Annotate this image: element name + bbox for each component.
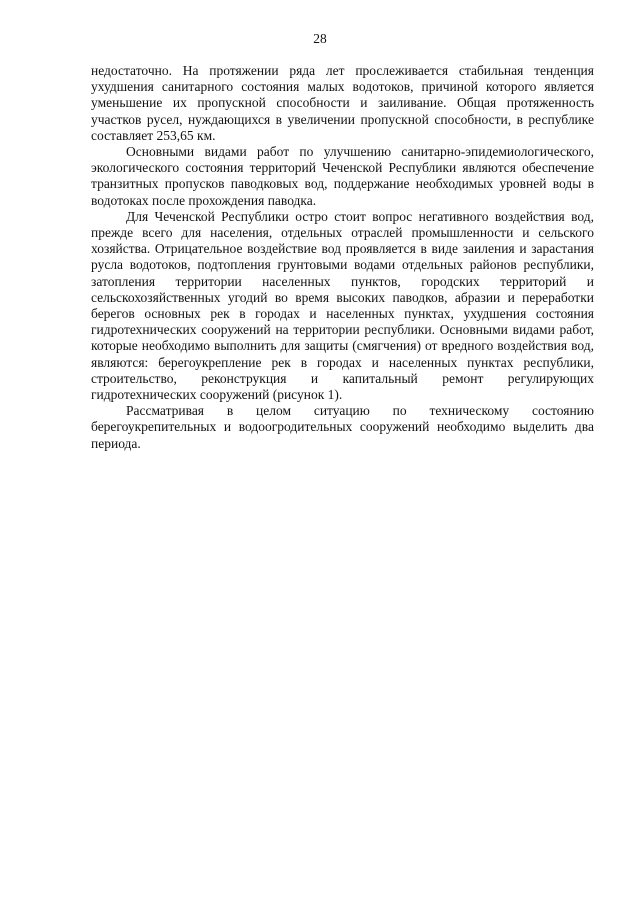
body-text [91,63,594,452]
paragraph-main-work-types: Основными видами работ по улучшению санитарно-эпидемиологического, экологического состояния территорий Чеченской Республики являются обеспечение транзитных пропусков паводковых вод, поддержание необходимых уровней воды в водотоках после прохождения паводка. [91,144,594,208]
paragraph-two-periods: Рассматривая в целом ситуацию по техническому состоянию берегоукрепительных и водоогродительных сооружений необходимо выделить два периода. [91,403,594,451]
page-number: 28 [313,31,327,46]
paragraph-negative-water-impact: Для Чеченской Республики остро стоит вопрос негативного воздействия вод, прежде всего для населения, отдельных отраслей промышленности и сельского хозяйства. Отрицательное воздействие вод проявляется в виде заиления и зарастания русла водотоков, подтопления грунтовыми водами отдельных районов республики, затопления территории населенных пунктов, городских территорий и сельскохозяйственных угодий во время высоких паводков, абразии и переработки берегов основных рек в городах и населенных пунктах, ухудшения состояния гидротехнических сооружений на территории республики. Основными видами работ, которые необходимо выполнить для защиты (смягчения) от вредного воздействия вод, являются: берегоукрепление рек в городах и населенных пунктах республики, строительство, реконструкция и капитальный ремонт регулирующих гидротехнических сооружений (рисунок 1). [91,208,594,403]
paragraph-continuation: недостаточно. На протяжении ряда лет прослеживается стабильная тенденция ухудшения санитарного состояния малых водотоков, причиной которого является уменьшение их пропускной способности и заиливание. Общая протяженность участков русел, нуждающихся в увеличении пропускной способности, в республике составляет 253,65 км. [91,63,594,143]
